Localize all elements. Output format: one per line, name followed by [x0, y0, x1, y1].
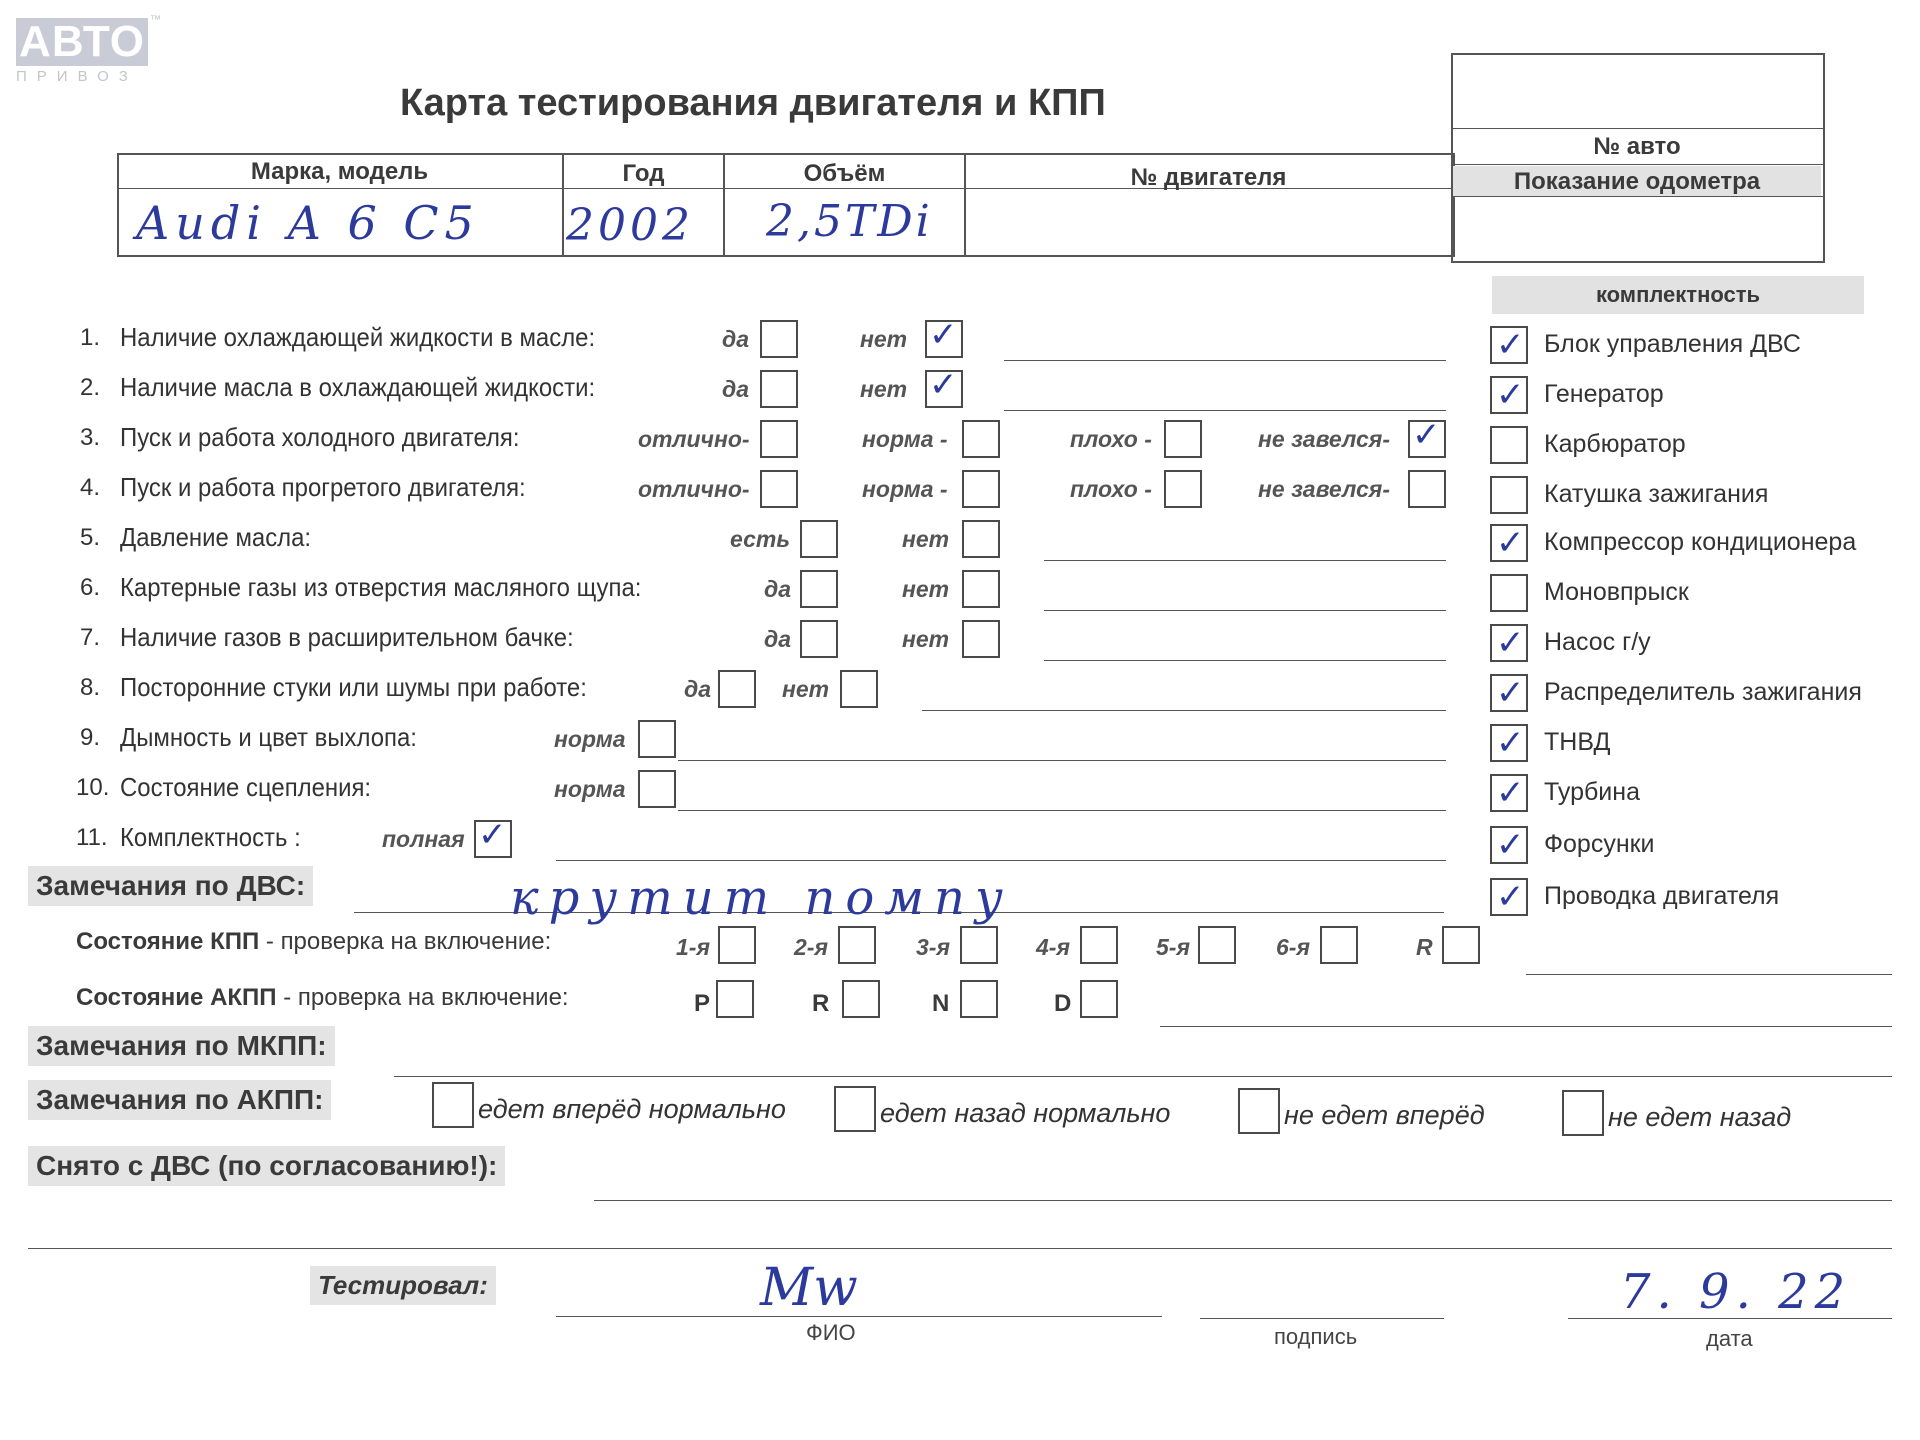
completeness-item: Карбюратор [1544, 430, 1686, 458]
akpp-remark-checkbox[interactable] [834, 1086, 876, 1132]
odometer-label: Показание одометра [1513, 168, 1761, 195]
gear-label: 2-я [794, 934, 828, 960]
completeness-item: Моновпрыск [1544, 578, 1689, 606]
answer-line [1044, 560, 1446, 561]
answer-line [556, 860, 1446, 861]
checkbox-opt2[interactable] [962, 520, 1000, 558]
checkbox-opt1[interactable] [800, 520, 838, 558]
akpp-mode-checkbox[interactable] [960, 980, 998, 1018]
gear-label: 6-я [1276, 934, 1310, 960]
question-text: Посторонние стуки или шумы при работе: [120, 672, 587, 702]
completeness-item: ТНВД [1544, 728, 1611, 756]
completeness-item: Катушка зажигания [1544, 480, 1769, 508]
completeness-item: Проводка двигателя [1544, 882, 1780, 910]
date-label: дата [1706, 1326, 1753, 1351]
logo: АВТО [16, 18, 148, 66]
kpp-label: Состояние КПП - проверка на включение: [76, 928, 552, 955]
question-number: 6. [80, 574, 101, 601]
gear-label: R [1416, 934, 1433, 960]
option-label-opt2: нет [902, 626, 950, 652]
answer-line [1004, 360, 1446, 361]
question-text: Наличие газов в расширительном бачке: [120, 622, 574, 652]
gear-checkbox[interactable] [1080, 926, 1118, 964]
remarks-engine-value[interactable]: крутит помпу [510, 870, 1013, 926]
option-label-opt1: есть [730, 526, 790, 552]
check-mark-icon: ✓ [1496, 375, 1525, 415]
option-label-opt2: норма - [862, 476, 948, 502]
answer-line [1044, 610, 1446, 611]
completeness-item: Компрессор кондиционера [1544, 528, 1857, 556]
removed-label: Снято с ДВС (по согласованию!): [28, 1146, 505, 1186]
checkbox-opt1[interactable] [718, 670, 756, 708]
question-number: 4. [80, 474, 101, 501]
check-mark-icon: ✓ [1496, 673, 1525, 713]
completeness-checkbox[interactable] [1490, 476, 1528, 514]
check-mark-icon: ✓ [1496, 877, 1525, 917]
question-number: 7. [80, 624, 101, 651]
brand-model-label: Марка, модель [250, 158, 429, 185]
checkbox-opt2[interactable] [962, 570, 1000, 608]
answer-line [1004, 410, 1446, 411]
completeness-checkbox[interactable] [1490, 426, 1528, 464]
answer-line [678, 760, 1446, 761]
logo-trademark: ™ [150, 14, 161, 26]
option-label-opt1: полная [382, 826, 465, 852]
remarks-akpp-label: Замечания по АКПП: [28, 1080, 331, 1120]
date-value[interactable]: 7. 9. 22 [1620, 1264, 1852, 1320]
engine-number-label: № двигателя [1130, 164, 1287, 191]
option-label-opt2: нет [860, 326, 908, 352]
akpp-label: Состояние АКПП - проверка на включение: [76, 984, 569, 1011]
question-number: 3. [80, 424, 101, 451]
akpp-mode-checkbox[interactable] [716, 980, 754, 1018]
akpp-mode-checkbox[interactable] [1080, 980, 1118, 1018]
option-label-opt3: плохо - [1070, 426, 1152, 452]
question-number: 5. [80, 524, 101, 551]
akpp-mode-label: P [694, 990, 711, 1017]
option-label-opt1: да [722, 376, 750, 402]
completeness-header: комплектность [1492, 276, 1864, 314]
question-text: Состояние сцепления: [120, 772, 372, 802]
completeness-item: Генератор [1544, 380, 1664, 408]
check-mark-icon: ✓ [1496, 723, 1525, 763]
question-text: Пуск и работа прогретого двигателя: [120, 472, 526, 502]
completeness-item: Турбина [1544, 778, 1640, 806]
check-mark-icon: ✓ [929, 365, 958, 405]
fio-value[interactable]: Mw [760, 1258, 858, 1318]
completeness-item: Форсунки [1544, 830, 1655, 858]
option-label-opt2: нет [782, 676, 830, 702]
option-label-opt1: отлично- [638, 426, 750, 452]
question-text: Дымность и цвет выхлопа: [120, 722, 417, 752]
year-label: Год [622, 160, 665, 187]
check-mark-icon: ✓ [1412, 415, 1441, 455]
checkbox-opt2[interactable] [840, 670, 878, 708]
gear-label: 1-я [676, 934, 710, 960]
check-mark-icon: ✓ [1496, 825, 1525, 865]
auto-number-label: № авто [1593, 133, 1681, 160]
check-mark-icon: ✓ [1496, 523, 1525, 563]
option-label-opt1: норма [554, 776, 626, 802]
option-label-opt2: норма - [862, 426, 948, 452]
question-number: 11. [76, 824, 108, 851]
question-number: 10. [76, 774, 110, 801]
akpp-remark-option: едет вперёд нормально [478, 1094, 786, 1124]
option-label-opt1: норма [554, 726, 626, 752]
option-label-opt1: отлично- [638, 476, 750, 502]
completeness-item: Распределитель зажигания [1544, 678, 1862, 706]
gear-checkbox[interactable] [1198, 926, 1236, 964]
option-label-opt4: не завелся- [1258, 476, 1390, 502]
remarks-engine-label: Замечания по ДВС: [28, 866, 313, 906]
checkbox-opt1[interactable] [800, 570, 838, 608]
logo-subtitle: ПРИВОЗ [16, 68, 138, 85]
page-title: Карта тестирования двигателя и КПП [400, 82, 1106, 124]
checkbox-opt1[interactable] [760, 370, 798, 408]
question-text: Комплектность : [120, 822, 301, 852]
gear-checkbox[interactable] [960, 926, 998, 964]
question-number: 2. [80, 374, 101, 401]
question-text: Давление масла: [120, 522, 312, 552]
checkbox-opt3[interactable] [1164, 420, 1202, 458]
akpp-remark-checkbox[interactable] [432, 1082, 474, 1128]
gear-checkbox[interactable] [838, 926, 876, 964]
checkbox-opt2[interactable] [962, 470, 1000, 508]
option-label-opt2: нет [902, 526, 950, 552]
option-label-opt2: нет [860, 376, 908, 402]
question-number: 9. [80, 724, 101, 751]
check-mark-icon: ✓ [1496, 623, 1525, 663]
akpp-remark-option: не едет назад [1608, 1102, 1792, 1132]
check-mark-icon: ✓ [1496, 325, 1525, 365]
question-text: Наличие масла в охлаждающей жидкости: [120, 372, 596, 402]
option-label-opt3: плохо - [1070, 476, 1152, 502]
check-mark-icon: ✓ [929, 315, 958, 355]
volume-label: Объём [803, 160, 886, 187]
completeness-item: Насос г/у [1544, 628, 1651, 656]
tested-by-label: Тестировал: [310, 1266, 496, 1305]
question-number: 8. [80, 674, 101, 701]
akpp-mode-checkbox[interactable] [842, 980, 880, 1018]
akpp-remark-checkbox[interactable] [1238, 1088, 1280, 1134]
option-label-opt1: да [764, 626, 792, 652]
option-label-opt1: да [764, 576, 792, 602]
question-text: Картерные газы из отверстия масляного щупа: [120, 572, 642, 602]
check-mark-icon: ✓ [478, 815, 507, 855]
checkbox-opt1[interactable] [638, 770, 676, 808]
akpp-remark-checkbox[interactable] [1562, 1090, 1604, 1136]
signature-label: подпись [1274, 1324, 1358, 1349]
checkbox-opt4[interactable] [1408, 470, 1446, 508]
gear-label: 3-я [916, 934, 950, 960]
option-label-opt1: да [722, 326, 750, 352]
gear-checkbox[interactable] [1320, 926, 1358, 964]
answer-line [922, 710, 1446, 711]
checkbox-opt1[interactable] [760, 470, 798, 508]
completeness-checkbox[interactable] [1490, 574, 1528, 612]
gear-checkbox[interactable] [718, 926, 756, 964]
akpp-mode-label: R [812, 990, 830, 1017]
remarks-mkpp-label: Замечания по МКПП: [28, 1026, 335, 1066]
option-label-opt1: да [684, 676, 712, 702]
checkbox-opt1[interactable] [760, 420, 798, 458]
checkbox-opt2[interactable] [962, 420, 1000, 458]
checkbox-opt2[interactable] [962, 620, 1000, 658]
answer-line [1044, 660, 1446, 661]
question-text: Пуск и работа холодного двигателя: [120, 422, 520, 452]
gear-label: 4-я [1036, 934, 1070, 960]
answer-line [678, 810, 1446, 811]
check-mark-icon: ✓ [1496, 773, 1525, 813]
brand-model-value[interactable]: Audi A 6 C5 [136, 196, 480, 250]
volume-value[interactable]: 2,5TDi [766, 196, 933, 247]
checkbox-opt1[interactable] [760, 320, 798, 358]
checkbox-opt1[interactable] [638, 720, 676, 758]
akpp-remark-option: не едет вперёд [1284, 1100, 1485, 1130]
akpp-mode-label: N [932, 990, 950, 1017]
akpp-mode-label: D [1054, 990, 1072, 1017]
fio-label: ФИО [806, 1320, 856, 1345]
akpp-remark-option: едет назад нормально [880, 1098, 1171, 1128]
option-label-opt4: не завелся- [1258, 426, 1390, 452]
option-label-opt2: нет [902, 576, 950, 602]
checkbox-opt1[interactable] [800, 620, 838, 658]
question-text: Наличие охлаждающей жидкости в масле: [120, 322, 596, 352]
gear-label: 5-я [1156, 934, 1190, 960]
year-value[interactable]: 2002 [566, 200, 694, 251]
gear-checkbox[interactable] [1442, 926, 1480, 964]
completeness-item: Блок управления ДВС [1544, 330, 1801, 358]
question-number: 1. [80, 324, 101, 351]
checkbox-opt3[interactable] [1164, 470, 1202, 508]
